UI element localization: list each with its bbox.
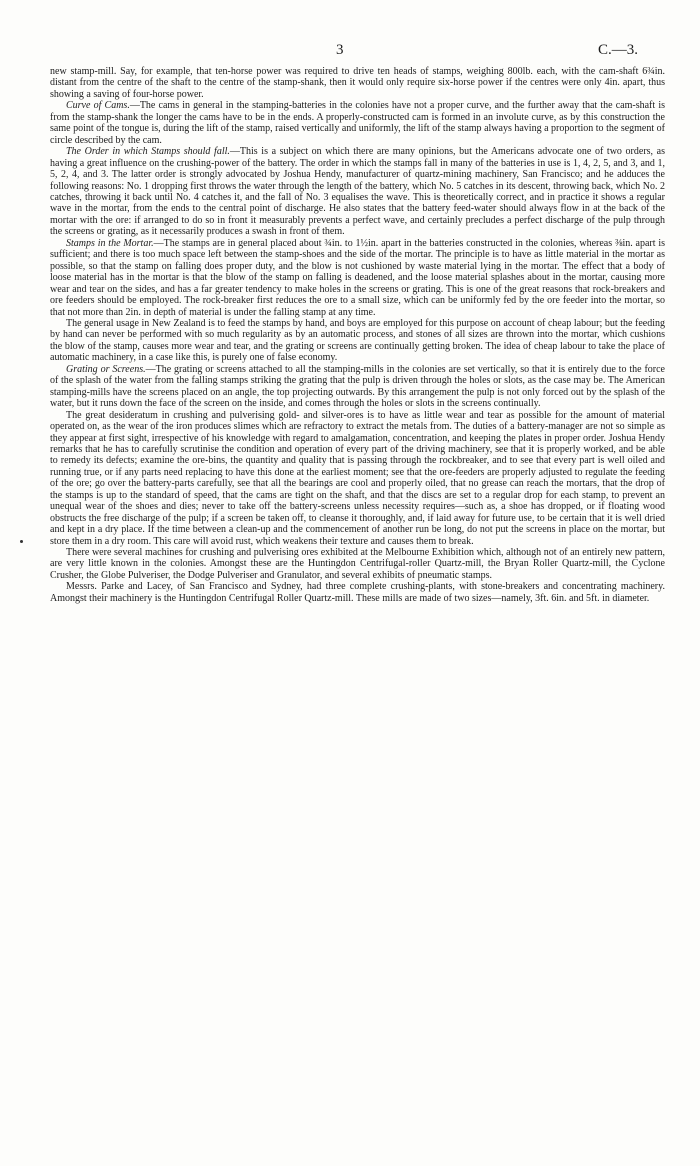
section-heading: Curve of Cams.	[66, 100, 130, 112]
body-text	[50, 66, 665, 604]
paragraph-continuation	[50, 66, 665, 100]
paragraph-parke-and-lacey	[50, 581, 665, 604]
paragraph-text: The general usage in New Zealand is to feed the stamps by hand, and boys are employed for this purpose on account of cheap labour; but the feeding by hand can never be performed with so much regularity as by an automatic process, and stones of all sizes are thrown into the mortar, which cushions the blow of the stamp, causes more wear and tear, and the grating or screens are continually getting broken. The idea of cheap labour to take the place of automatic machinery, in a case like this, is purely one of false economy.	[50, 317, 665, 364]
paragraph-text: There were several machines for crushing and pulverising ores exhibited at the Melbourne Exhibition which, although not of an entirely new pattern, are very little known in the colonies. Amongst these are the Huntingdon Centrifugal-roller Quartz-mill, the Bryan Roller Quartz-mill, the Cyclone Crusher, the Globe Pulveriser, the Dodge Pulveriser and Granulator, and several exhibits of pneumatic stamps.	[50, 547, 665, 581]
paragraph-great-desideratum	[50, 410, 665, 547]
margin-mark	[20, 540, 23, 543]
paragraph-text: —The grating or screens attached to all the stamping-mills in the colonies are set vertically, so that it is entirely due to the force of the splash of the water from the falling stamps striking the grating that the pulp is driven through the holes or slots, as the case may be. The American stamping-mills have the screens placed on an angle, the top projecting outwards. By this arrangement the pulp is not only forced out by the splash of the water, but it runs down the face of the screen on the inside, and comes through the holes or slots in the screens continually.	[50, 363, 665, 410]
paragraph-text: Messrs. Parke and Lacey, of San Francisco and Sydney, had three complete crushing-plants, with stone-breakers and concentrating machinery. Amongst their machinery is the Huntingdon Centrifugal Roller Quartz-mill. These mills are made of two sizes—namely, 3ft. 6in. and 5ft. in diameter.	[50, 581, 665, 604]
paragraph-curve-of-cams	[50, 100, 665, 146]
paragraph-new-zealand-usage	[50, 318, 665, 364]
document-reference: C.—3.	[598, 42, 639, 58]
section-heading: Stamps in the Mortar.	[66, 237, 154, 249]
paragraph-text: —The cams in general in the stamping-batteries in the colonies have not a proper curve, and the further away that the cam-shaft is from the stamp-shank the longer the cams have to be in the ends. A properly-constructed cam is formed in an involute curve, as by this construction the same point of the tongue is, during the lift of the stamp, raised vertically and uniformly, the lift of the stamp always having a proportion to the segment of circle described by the cam.	[50, 100, 665, 146]
section-heading: The Order in which Stamps should fall.	[66, 146, 230, 158]
paragraph-melbourne-exhibition	[50, 547, 665, 581]
paragraph-grating-or-screens	[50, 364, 665, 410]
section-heading: Grating or Screens.	[66, 363, 146, 375]
paragraph-text: —The stamps are in general placed about ¾in. to 1½in. apart in the batteries constructed in the colonies, whereas ⅜in. apart is sufficient; and there is too much space left between the stamp-shoes and the side of the mortar. The principle is to have as little material in the mortar as possible, so that the stamp on falling does proper duty, and the blow is not cushioned by waste material lying in the mortar. The effect that a body of loose material has in the mortar is that the blow of the stamp on falling is deadened, and the loose material splashes about in the mortar, causing more wear and tear on the sides, and has a far greater tendency to make holes in the screens or grating. This is one of the great reasons that rock-breakers and ore feeders should be employed. The rock-breaker first reduces the ore to a small size, which can be uniformly fed by the ore feeder into the mortar, so that not more than 2in. in depth of material is under the falling stamp at any time.	[50, 237, 665, 318]
page-number: 3	[336, 42, 344, 58]
paragraph-text: new stamp-mill. Say, for example, that ten-horse power was required to drive ten heads of stamps, weighing 800lb. each, with the cam-shaft 6¾in. distant from the centre of the shaft to the centre of the stamp-shank, then it would only require six-horse power if the centres were only 4in. apart, thus showing a saving of four-horse power.	[50, 66, 665, 100]
paragraph-text: —This is a subject on which there are many opinions, but the Americans advocate one of two orders, as having a great influence on the crushing-power of the battery. The order in which the stamps fall in many of the batteries in use is 1, 4, 2, 5, and 3, and 1, 5, 2, 4, and 3. The latter order is strongly advocated by Joshua Hendy, manufacturer of quartz-mining machinery, San Francisco; and he adduces the following reasons: No. 1 dropping first throws the water through the length of the battery, which No. 5 catches in its descent, throwing back, which No. 2 catches, throwing it back until No. 4 catches it, and the fall of No. 3 equalises the wave. This is theoretically correct, and in practice it shows a regular wave in the mortar, from the ends to the central point of discharge. He also states that the battery feed-water should always flow in at the back of the mortar with the ore: if arranged to do so in front it measurably prevents a perfect wave, and certainly precludes a perfect discharge of the pulp through the screens or grating, as it necessarily produces a swash in front of them.	[50, 146, 666, 238]
paragraph-stamps-in-mortar	[50, 238, 665, 318]
paragraph-text: The great desideratum in crushing and pulverising gold- and silver-ores is to have as little wear and tear as possible for the amount of material operated on, as the wear of the iron produces slimes which are refractory to extract the metals from. The duties of a battery-manager are not so simple as they appear at first sight, irrespective of his knowledge with regard to amalgamation, concentration, and keeping the plates in proper order. Joshua Hendy remarks that he has to carefully scrutinise the condition and operation of every part of the driving machinery, see that it is properly worked, and be able to remedy its defects; examine the ore-bins, the quantity and quality that is passing through the rockbreaker, and to see that every part is well oiled and running true, or if any parts need replacing to have this done at the earliest moment; see that the ore-feeders are properly adjusted to regulate the feeding of the ore; go over the battery-parts carefully, see that all the bearings are cool and properly oiled, that no grease can reach the mortars, that the drop of the stamps is up to the standard of speed, that the cams are tight on the shaft, and that the discs are set to a regular drop for each stamp, to prevent an unequal wear of the shoes and dies; never to take off the battery-screens unless necessity requires—such as, a shoe has dropped, or if floating wood obstructs the free discharge of the pulp; if a screen be taken off, to cleanse it thoroughly, and, if laid away for future use, to be certain that it is well dried and kept in a dry place. If the time between a clean-up and the commencement of another run be long, do not put the screens in place on the mortar, but store them in a dry room. This care will avoid rust, which weakens their texture and causes them to break.	[50, 409, 665, 547]
paragraph-order-of-stamps	[50, 146, 665, 238]
